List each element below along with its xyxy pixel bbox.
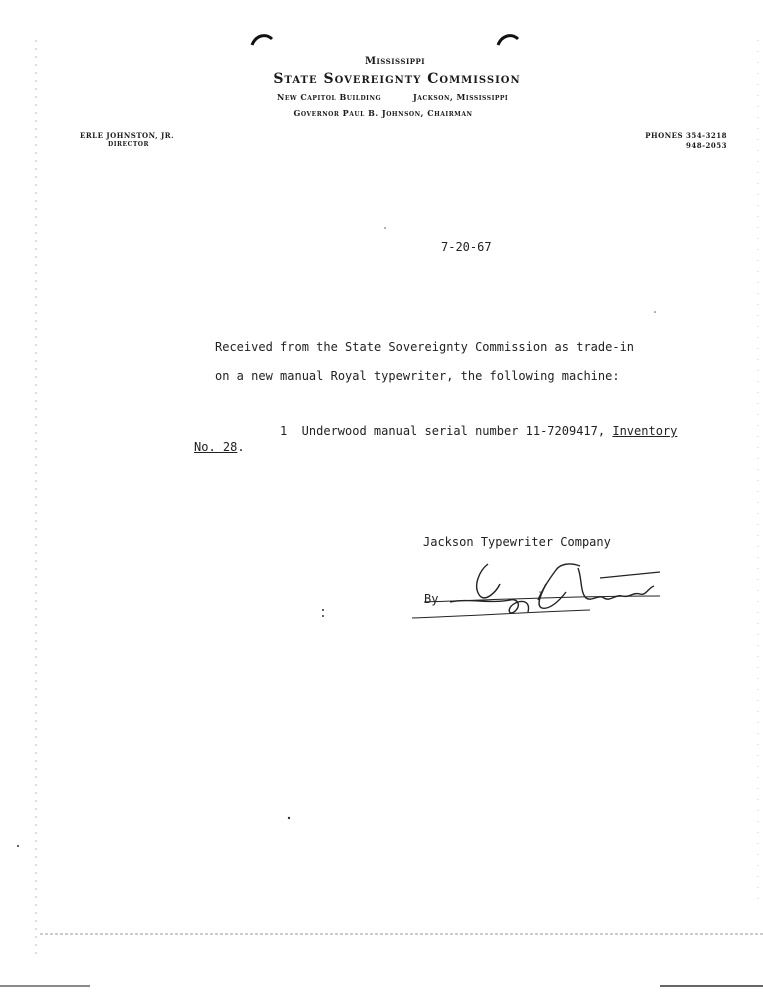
letterhead-building: New Capitol Building (277, 92, 382, 102)
company-name: Jackson Typewriter Company (423, 535, 611, 549)
director-title: DIRECTOR (108, 141, 150, 148)
letterhead-commission: State Sovereignty Commission (273, 71, 521, 87)
item-end: . (237, 440, 245, 454)
phones-line-1: PHONES 354-3218 (645, 131, 727, 140)
by-label: By (424, 592, 439, 606)
body-line-2: on a new manual Royal typewriter, the following machine: (215, 369, 620, 383)
item-inventory-label: Inventory (612, 424, 678, 438)
letterhead-governor: Governor Paul B. Johnson, Chairman (293, 108, 473, 118)
letterhead-state: Mississippi (364, 56, 426, 67)
phones-line-2: 948-2053 (686, 141, 727, 150)
director-name: ERLE JOHNSTON, JR. (80, 131, 175, 140)
inventory-number: No. 28 (194, 440, 238, 454)
letter-date: 7-20-67 (441, 240, 492, 254)
item-description: 1 Underwood manual serial number 11-7209417, (280, 424, 613, 438)
body-line-1: Received from the State Sovereignty Commission as trade-in (215, 340, 635, 354)
letterhead-city: Jackson, Mississippi (413, 92, 509, 102)
